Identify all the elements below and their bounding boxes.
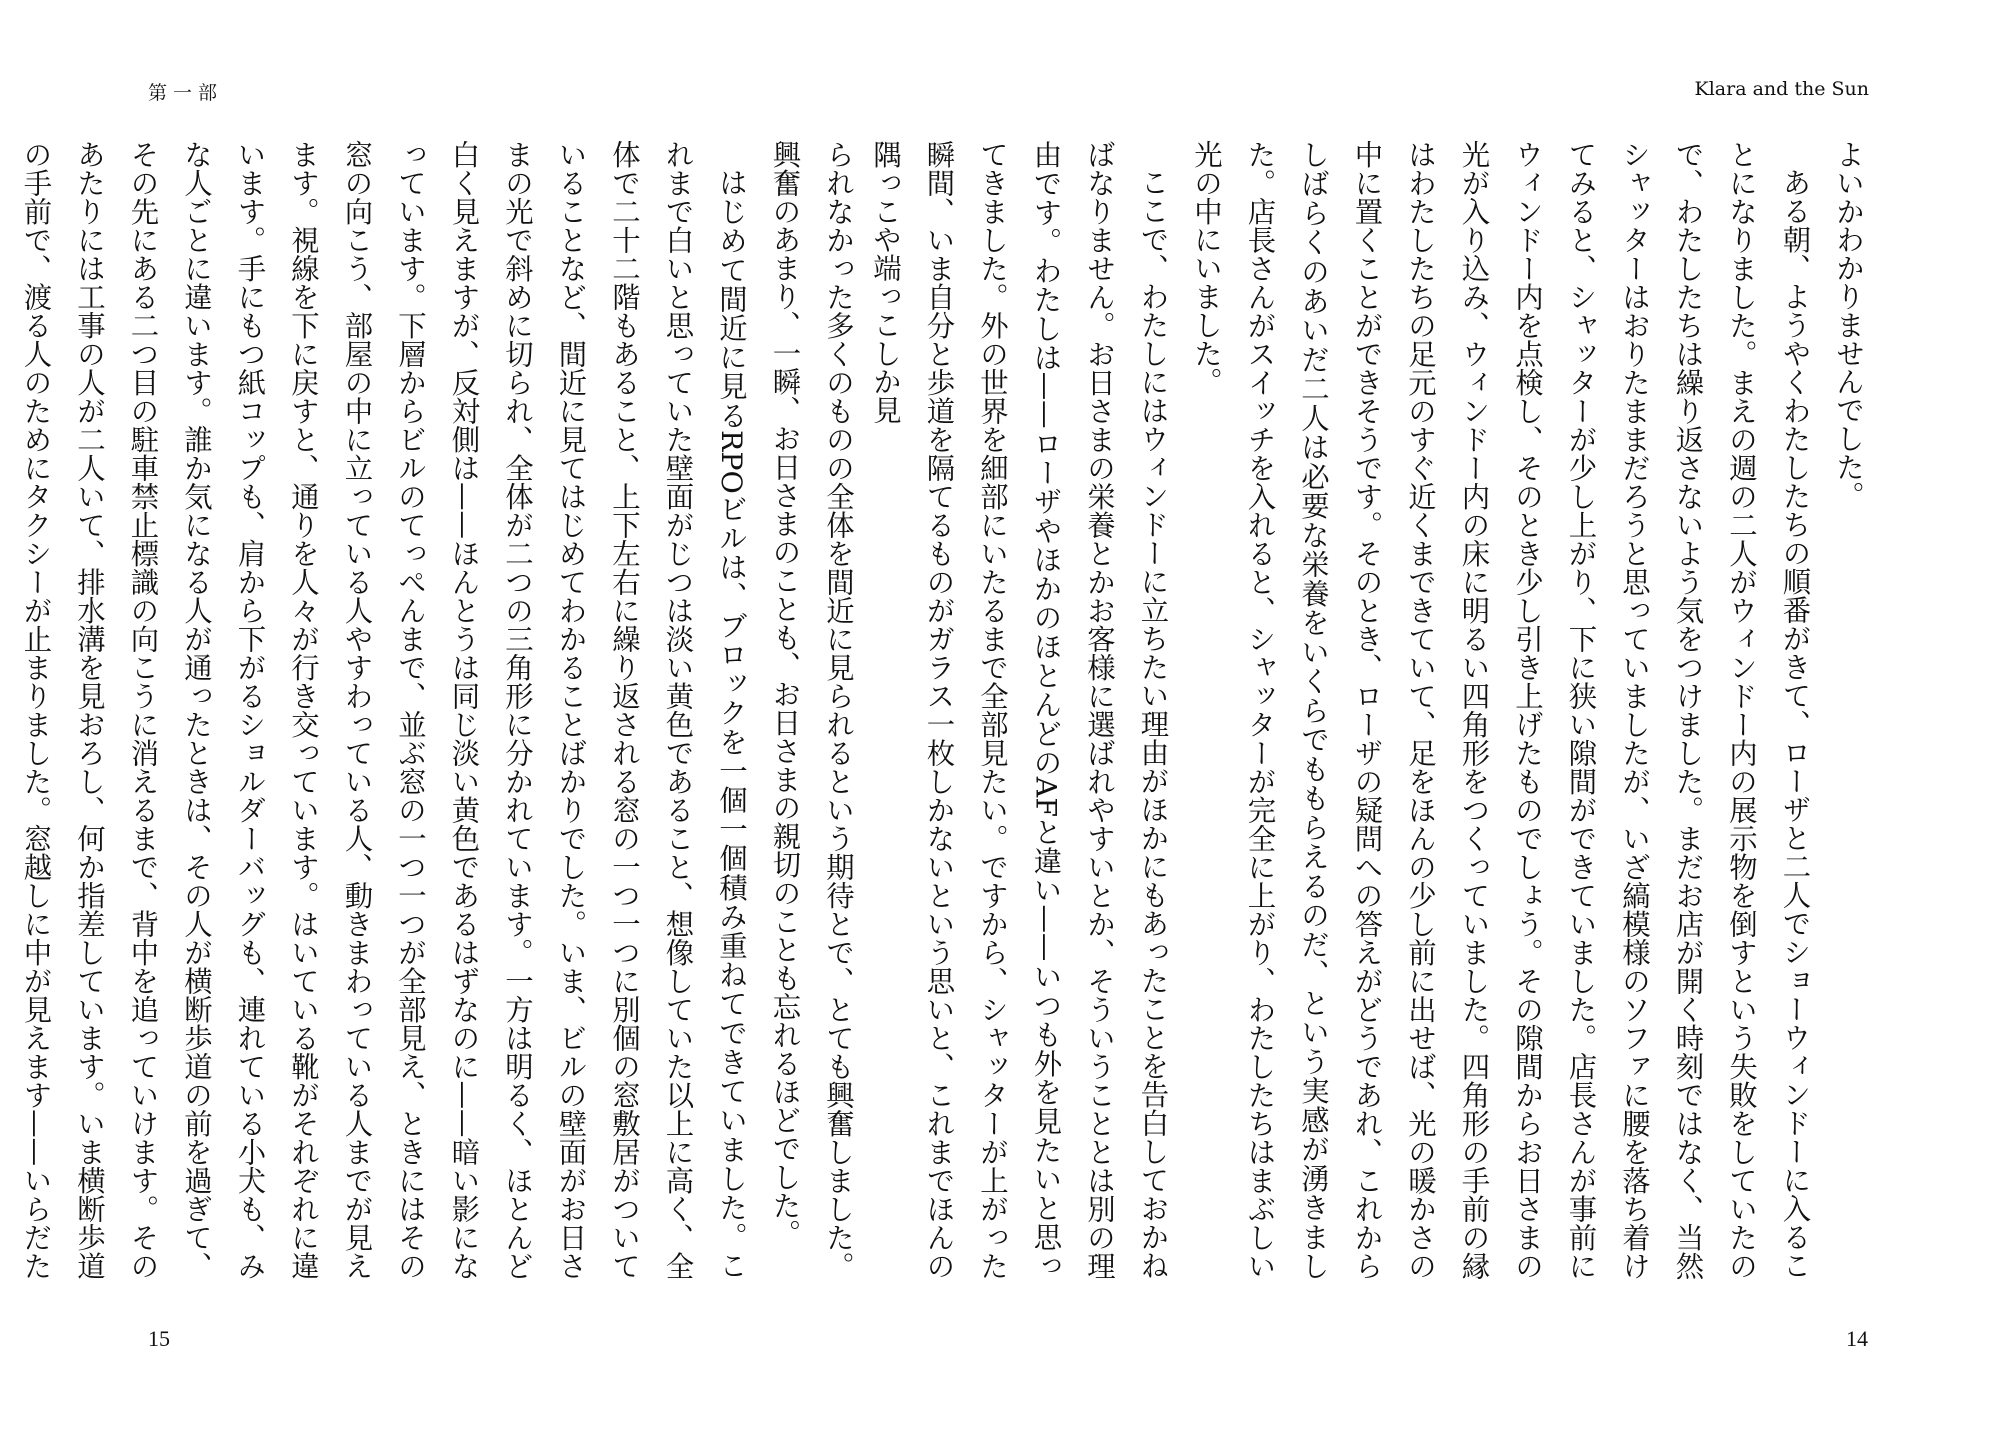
paragraph: られなかった多くのものの全体を間近に見られるという期待とで、とても興奮しました。興奮のあまり、一瞬、お日さまのことも、お日さまの親切のことも忘れるほどでした。 bbox=[768, 140, 855, 1280]
paragraph: よいかわかりませんでした。 bbox=[1832, 140, 1865, 510]
part-header: 第一部 bbox=[148, 82, 224, 104]
right-page-body bbox=[869, 140, 1875, 1280]
page-number: 14 bbox=[1846, 1326, 1868, 1351]
right-page bbox=[869, 0, 2000, 1441]
page-number: 15 bbox=[148, 1326, 170, 1351]
left-page-body bbox=[19, 140, 865, 1280]
paragraph: ある朝、ようやくわたしたちの順番がきて、ローザと二人でショーウィンドーに入ることになりました。まえの週の二人がウィンドー内の展示物を倒すという失敗をしていたので、わたしたちは繰り返さないよう気をつけました。まだお店が開く時刻ではなく、当然シャッターはおりたままだろうと思っていましたが、いざ縞模様のソファに腰を落ち着けてみると、シャッターが少し上がり、下に狭い隙間ができていました。店長さんが事前にウィンドー内を点検し、そのとき少し引き上げたものでしょう。その隙間からお日さまの光が入り込み、ウィンドー内の床に明るい四角形をつくっていました。四角形の手前の縁はわたしたちの足元のすぐ近くまできていて、足をほんの少し前に出せば、光の暖かさの中に置くことができそうです。そのとき、ローザの疑問への答えがどうであれ、これからしばらくのあいだ二人は必要な栄養をいくらでももらえるのだ、という実感が湧きました。店長さんがスイッチを入れると、シャッターが完全に上がり、わたしたちはまぶしい光の中にいました。 bbox=[1190, 140, 1812, 1280]
book-title-header: Klara and the Sun bbox=[1694, 78, 1869, 100]
paragraph: ここで、わたしにはウィンドーに立ちたい理由がほかにもあったことを告白しておかねばなりません。お日さまの栄養とかお客様に選ばれやすいとか、そういうこととは別の理由です。わたしは——ローザやほかのほとんどのAFと違い——いつも外を見たいと思ってきました。外の世界を細部にいたるまで全部見たい。ですから、シャッターが上がった瞬間、いま自分と歩道を隔てるものがガラス一枚しかないという思いと、これまでほんの隅っこや端っこしか見 bbox=[869, 140, 1170, 1280]
paragraph: はじめて間近に見るRPOビルは、ブロックを一個一個積み重ねてできていました。これまで白いと思っていた壁面がじつは淡い黄色であること、想像していた以上に高く、全体で二十二階もあること、上下左右に繰り返される窓の一つ一つに別個の窓敷居がついていることなど、間近に見てはじめてわかることばかりでした。いま、ビルの壁面がお日さまの光で斜めに切られ、全体が二つの三角形に分かれています。一方は明るく、ほとんど白く見えますが、反対側は——ほんとうは同じ淡い黄色であるはずなのに——暗い影になっています。下層からビルのてっぺんまで、並ぶ窓の一つ一つが全部見え、ときにはその窓の向こう、部屋の中に立っている人やすわっている人、動きまわっている人までが見えます。視線を下に戻すと、通りを人々が行き交っています。はいている靴がそれぞれに違います。手にもつ紙コップも、肩から下がるショルダーバッグも、連れている小犬も、みな人ごとに違います。誰か気になる人が通ったときは、その人が横断歩道の前を過ぎて、その先にある二つ目の駐車禁止標識の向こうに消えるまで、背中を追っていけます。そのあたりには工事の人が二人いて、排水溝を見おろし、何か指差しています。いま横断歩道の手前で、渡る人のためにタクシーが止まりました。窓越しに中が見えます——いらだた bbox=[19, 140, 748, 1280]
